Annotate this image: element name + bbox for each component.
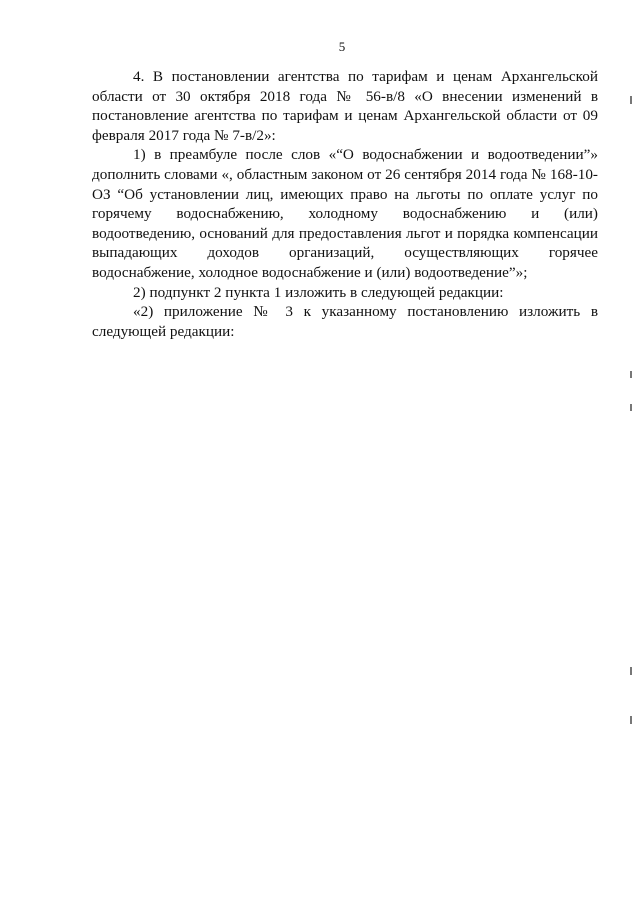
paragraph-item-4: 4. В постановлении агентства по тарифам и ценам Архангельской области от 30 октября 2018 года № 56-в/8 «О внесении изменений в постановление агентства по тарифам и ценам Архангельской области от 09 февраля 2017 года № 7-в/2»:: [92, 68, 598, 144]
paragraph-quote-appendix: «2) приложение № 3 к указанному постановлению изложить в следующей редакции:: [92, 303, 598, 340]
scan-mark: [630, 667, 632, 675]
paragraph-subitem-2: 2) подпункт 2 пункта 1 изложить в следующей редакции:: [133, 283, 504, 301]
scan-mark: [630, 716, 632, 724]
scan-mark: [630, 371, 632, 378]
scan-mark: [630, 404, 632, 411]
document-body: [92, 67, 598, 341]
scan-mark: [630, 96, 632, 104]
paragraph-subitem-1: 1) в преамбуле после слов «“О водоснабжении и водоотведении”» дополнить словами «, областным законом от 26 сентября 2014 года № 168-10-ОЗ “Об установлении лиц, имеющих право на льготы по оплате услуг по горячему водоснабжению, холодному водоснабжению и (или) водоотведению, оснований для предоставления льгот и порядка компенсации выпадающих доходов организаций, осуществляющих горячее водоснабжение, холодное водоснабжение и (или) водоотведение”»;: [92, 146, 598, 281]
page-number: 5: [338, 39, 346, 54]
